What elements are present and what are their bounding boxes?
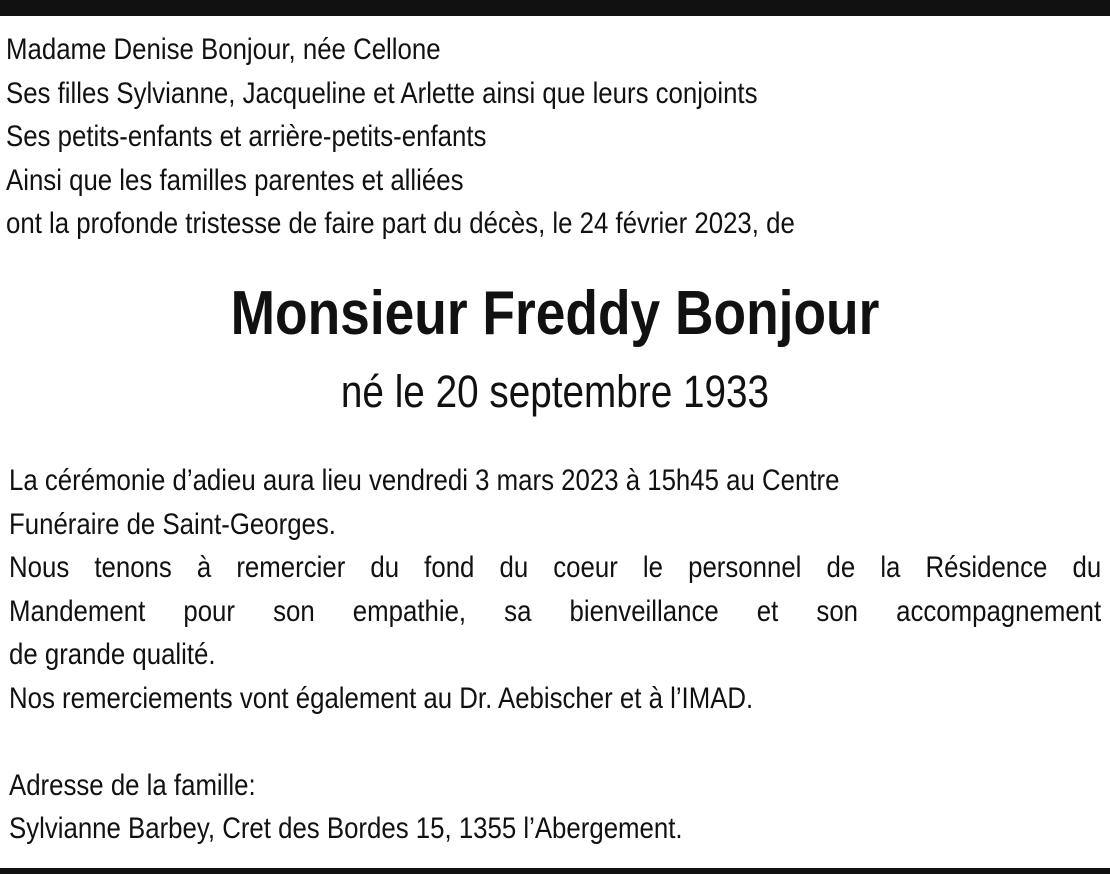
ceremony-line: Funéraire de Saint-Georges. — [9, 507, 336, 541]
family-line: Madame Denise Bonjour, née Cellone — [6, 33, 441, 66]
family-line: Ses filles Sylvianne, Jacqueline et Arlette ainsi que leurs conjoints — [6, 76, 758, 110]
address-value: Sylvianne Barbey, Cret des Bordes 15, 1355 l’Abergement. — [9, 812, 683, 845]
address-label: Adresse de la famille: — [9, 768, 256, 802]
thanks-line: de grande qualité. — [9, 638, 216, 671]
birth-date: né le 20 septembre 1933 — [340, 366, 770, 417]
paragraph-gap — [9, 720, 948, 764]
deceased-name: Monsieur Freddy Bonjour — [230, 279, 880, 348]
thanks-line: Nous tenons à remercier du fond du coeur le personnel de la Résidence du — [9, 551, 1102, 584]
family-line: Ainsi que les familles parentes et alliées — [6, 163, 464, 197]
family-announcement — [6, 28, 943, 246]
notice-body — [9, 459, 1101, 851]
thanks-line: Nos remerciements vont également au Dr. Aebischer et à l’IMAD. — [9, 681, 754, 715]
family-line: ont la profonde tristesse de faire part du décès, le 24 février 2023, de — [6, 207, 795, 240]
bottom-border-rule — [0, 868, 1110, 874]
thanks-line: Mandement pour son empathie, sa bienveillance et son accompagnement — [9, 594, 1102, 628]
top-border-rule — [0, 0, 1110, 16]
family-line: Ses petits-enfants et arrière-petits-enfants — [6, 120, 487, 153]
ceremony-line: La cérémonie d’adieu aura lieu vendredi 3 mars 2023 à 15h45 au Centre — [9, 464, 840, 497]
